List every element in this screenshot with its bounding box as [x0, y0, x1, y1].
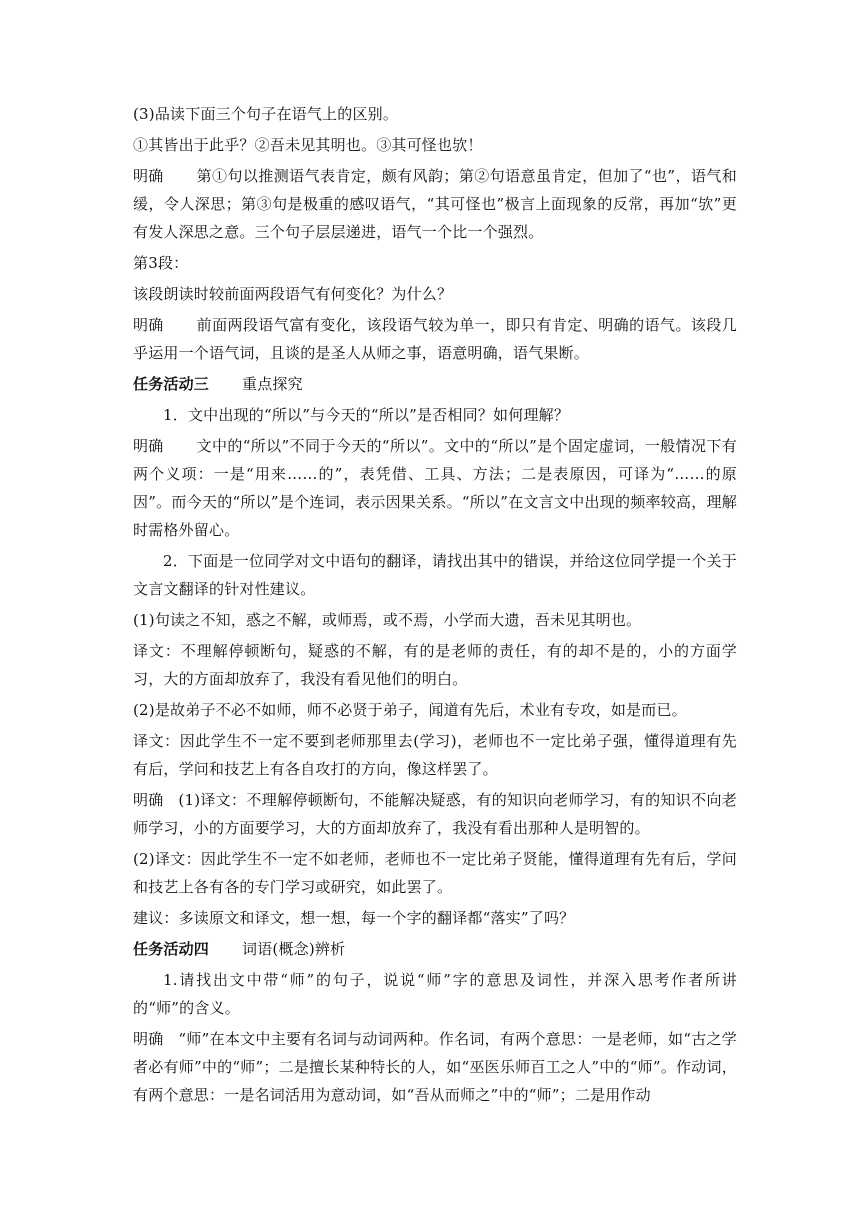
question-1: 1．文中出现的“所以”与今天的“所以”是否相同？如何理解？ — [163, 406, 570, 424]
question-2: 2．下面是一位同学对文中语句的翻译，请找出其中的错误，并给这位同学提一个关于文言文翻译的针对性建议。 — [133, 552, 737, 598]
answer-paragraph-1 — [133, 162, 737, 246]
task-heading-4 — [133, 935, 737, 963]
task-title: 任务活动四 — [133, 940, 210, 958]
section-3-label: 第3段： — [133, 254, 189, 272]
answer-label: 明确 — [133, 316, 164, 334]
student-translation-2: 译文：因此学生不一定不要到老师那里去(学习)，老师也不一定比弟子强，懂得道理有先有后，学问和技艺上有各自攻打的方向，像这样罢了。 — [133, 732, 737, 778]
answer-label: 明确 — [133, 167, 164, 185]
suggestion: 建议：多读原文和译文，想一想，每一个字的翻译都“落实”了吗？ — [133, 909, 575, 927]
question-3-prompt: (3)品读下面三个句子在语气上的区别。 — [133, 105, 399, 123]
corrected-translation-2: (2)译文：因此学生不一定不如老师，老师也不一定比弟子贤能，懂得道理有先有后，学问和技艺上各有各的专门学习或研究，如此罢了。 — [133, 850, 737, 896]
task-title: 任务活动三 — [133, 375, 210, 393]
task-subtitle: 重点探究 — [242, 375, 303, 393]
task-subtitle: 词语(概念)辨析 — [242, 940, 346, 958]
answer-text: 文中的“所以”不同于今天的“所以”。文中的“所以”是个固定虚词，一般情况下有两个义项：一是“用来……的”，表凭借、工具、方法；二是表原因，可译为“……的原因”。而今天的“所以”是个连词，表示因果关系。“所以”在文言文中出现的频率较高，理解时需格外留心。 — [133, 437, 737, 539]
answer-label: 明确 — [133, 791, 164, 809]
answer-text: (1)译文：不理解停顿断句，不能解决疑惑，有的知识向老师学习，有的知识不向老师学习，小的方面要学习，大的方面却放弃了，我没有看出那种人是明智的。 — [133, 791, 737, 837]
answer-paragraph-5 — [133, 1025, 737, 1109]
example-sentences: ①其皆出于此乎？②吾未见其明也。③其可怪也欤！ — [133, 136, 483, 154]
answer-paragraph-2 — [133, 311, 737, 367]
student-translation-1: 译文：不理解停顿断句，疑惑的不解，有的是老师的责任，有的却不是的，小的方面学习，大的方面却放弃了，我没有看见他们的明白。 — [133, 642, 737, 688]
source-sentence-1: (1)句读之不知，惑之不解，或师焉，或不焉，小学而大遗，吾未见其明也。 — [133, 611, 642, 629]
document-page — [133, 100, 737, 1112]
task-heading-3 — [133, 370, 737, 398]
answer-label: 明确 — [133, 1030, 164, 1048]
answer-label: 明确 — [133, 437, 164, 455]
section-3-question: 该段朗读时较前面两段语气有何变化？为什么？ — [133, 285, 453, 303]
answer-paragraph-4 — [133, 786, 737, 842]
answer-text: 前面两段语气富有变化，该段语气较为单一，即只有肯定、明确的语气。该段几乎运用一个语气词，且谈的是圣人从师之事，语意明确，语气果断。 — [133, 316, 737, 362]
question-shi: 1.请找出文中带“师”的句子，说说“师”字的意思及词性，并深入思考作者所讲的“师”的含义。 — [133, 971, 737, 1017]
answer-text: “师”在本文中主要有名词与动词两种。作名词，有两个意思：一是老师，如“古之学者必有师”中的“师”；二是擅长某种特长的人，如“巫医乐师百工之人”中的“师”。作动词，有两个意思：一是名词活用为意动词，如“吾从而师之”中的“师”；二是用作动 — [133, 1030, 737, 1104]
answer-paragraph-3 — [133, 432, 737, 544]
answer-text: 第①句以推测语气表肯定，颇有风韵；第②句语意虽肯定，但加了“也”，语气和缓，令人深思；第③句是极重的感叹语气，“其可怪也”极言上面现象的反常，再加“欤”更有发人深思之意。三个句子层层递进，语气一个比一个强烈。 — [133, 167, 737, 241]
source-sentence-2: (2)是故弟子不必不如师，师不必贤于弟子，闻道有先后，术业有专攻，如是而已。 — [133, 701, 687, 719]
